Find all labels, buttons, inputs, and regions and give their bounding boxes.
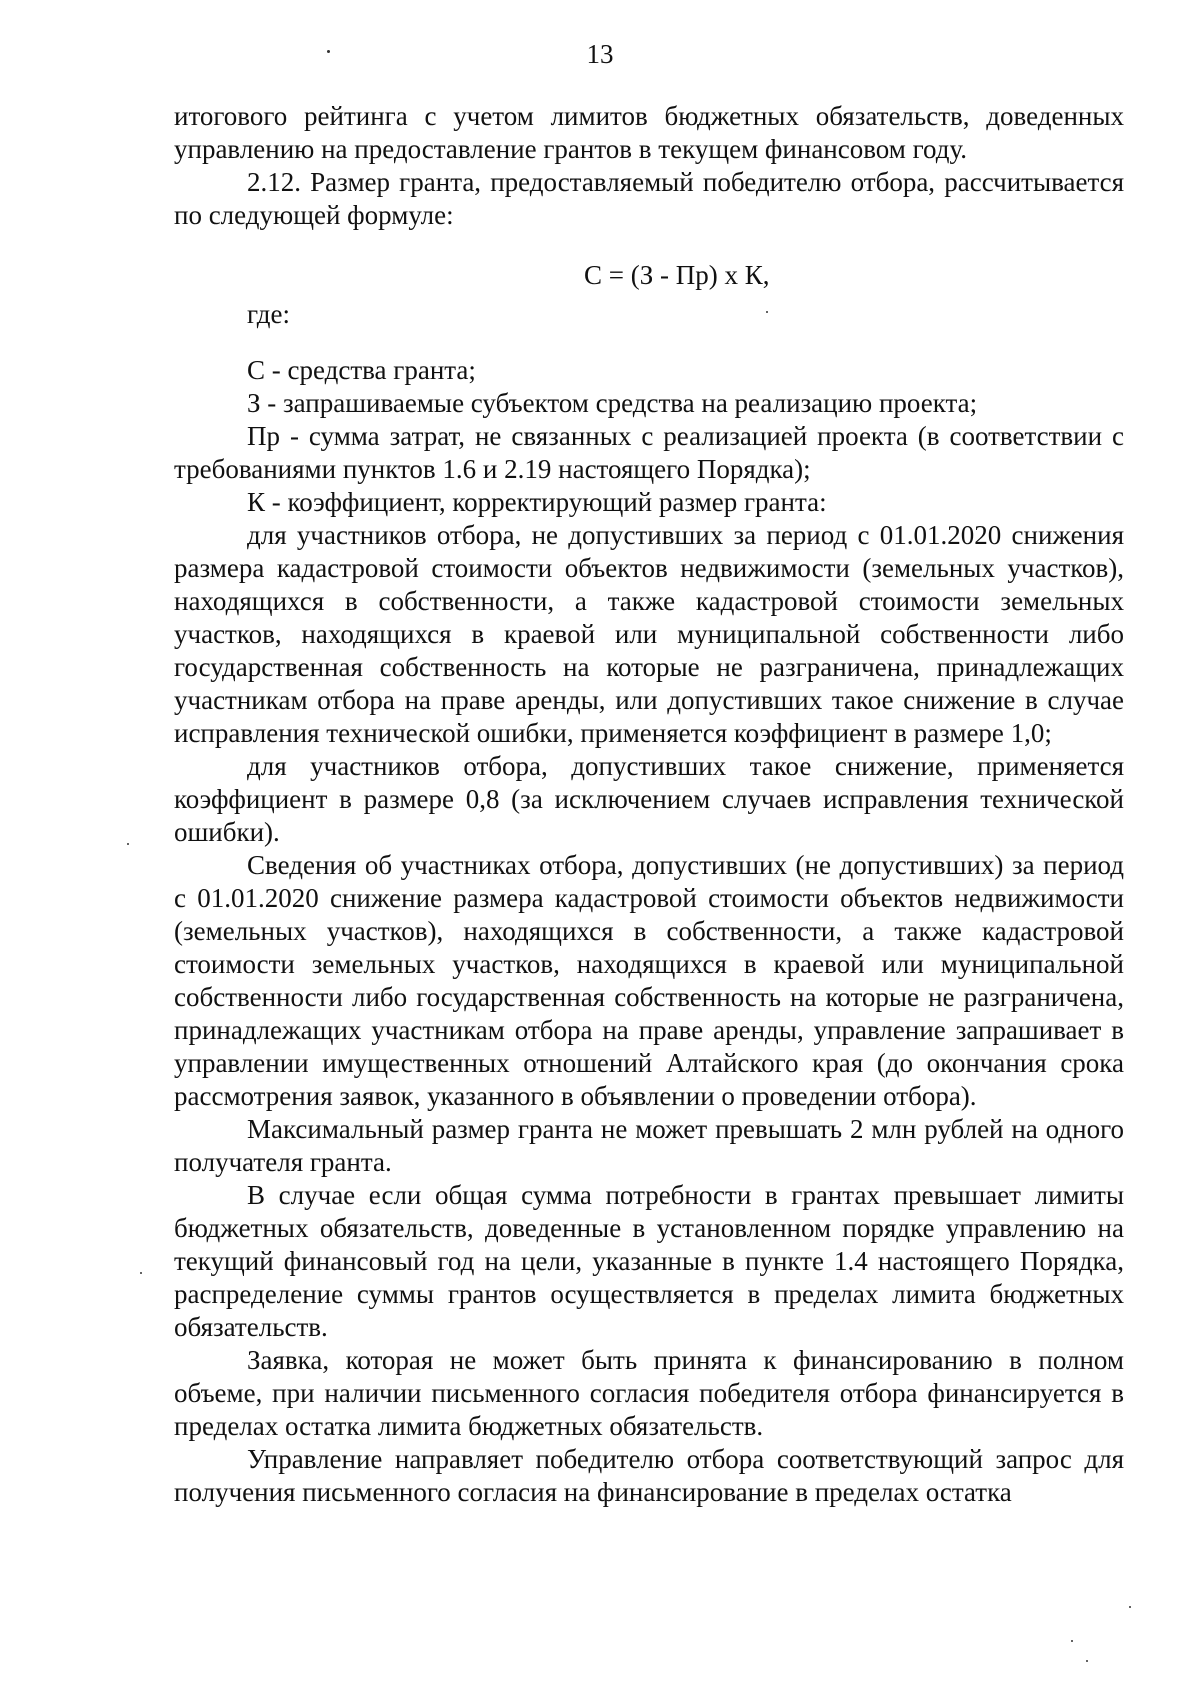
scan-speck xyxy=(1086,1660,1088,1662)
coefficient-1-0-paragraph: для участников отбора, не допустивших за период с 01.01.2020 снижения размера кадастровой стоимости объектов недвижимости (земельных участков), находящихся в собственности, а также кадастровой стоимости земельных участков, находящихся в краевой или муниципальной собственности либо государственная собственность на которые не разграничена, принадлежащих участникам отбора на праве аренды, или допустивших такое снижение в случае исправления технической ошибки, применяется коэффициент в размере 1,0; xyxy=(174,520,1124,748)
partial-financing-paragraph: Заявка, которая не может быть принята к финансированию в полном объеме, при наличии письменного согласия победителя отбора финансируется в пределах остатка лимита бюджетных обязательств. xyxy=(174,1345,1124,1441)
definition-c: С - средства гранта; xyxy=(247,355,476,385)
paragraph-2-12: 2.12. Размер гранта, предоставляемый победителю отбора, рассчитывается по следующей формуле: xyxy=(174,167,1124,230)
paragraph-continuation: итогового рейтинга с учетом лимитов бюджетных обязательств, доведенных управлению на предоставление грантов в текущем финансовом году. xyxy=(174,101,1124,164)
scan-speck xyxy=(1071,1640,1073,1642)
maximum-grant-paragraph: Максимальный размер гранта не может превышать 2 млн рублей на одного получателя гранта. xyxy=(174,1114,1124,1177)
scan-speck xyxy=(127,843,129,845)
coefficient-0-8-paragraph: для участников отбора, допустивших такое снижение, применяется коэффициент в размере 0,8 (за исключением случаев исправления технической ошибки). xyxy=(174,751,1124,847)
scan-speck xyxy=(327,50,330,53)
budget-limit-paragraph: В случае если общая сумма потребности в грантах превышает лимиты бюджетных обязательств, доведенные в установленном порядке управлению на текущий финансовый год на цели, указанные в пункте 1.4 настоящего Порядка, распределение суммы грантов осуществляется в пределах лимита бюджетных обязательств. xyxy=(174,1180,1124,1342)
definition-z: З - запрашиваемые субъектом средства на реализацию проекта; xyxy=(247,388,978,418)
scan-speck xyxy=(140,1272,142,1274)
grant-formula: С = (З - Пр) х К, xyxy=(584,260,770,290)
document-body xyxy=(174,100,1124,1509)
definition-k: К - коэффициент, корректирующий размер гранта: xyxy=(247,487,827,517)
formula-where-label: где: xyxy=(247,299,290,329)
definition-pr: Пр - сумма затрат, не связанных с реализацией проекта (в соответствии с требованиями пунктов 1.6 и 2.19 настоящего Порядка); xyxy=(174,421,1124,484)
page-number: 13 xyxy=(586,39,614,69)
scan-speck xyxy=(766,311,768,313)
scan-speck xyxy=(1129,1606,1131,1608)
information-request-paragraph: Сведения об участниках отбора, допустивших (не допустивших) за период с 01.01.2020 снижение размера кадастровой стоимости объектов недвижимости (земельных участков), находящихся в собственности, а также кадастровой стоимости земельных участков, находящихся в краевой или муниципальной собственности либо государственная собственность на которые не разграничена, принадлежащих участникам отбора на праве аренды, управление запрашивает в управлении имущественных отношений Алтайского края (до окончания срока рассмотрения заявок, указанного в объявлении о проведении отбора). xyxy=(174,850,1124,1111)
consent-request-paragraph: Управление направляет победителю отбора соответствующий запрос для получения письменного согласия на финансирование в пределах остатка xyxy=(174,1444,1124,1507)
